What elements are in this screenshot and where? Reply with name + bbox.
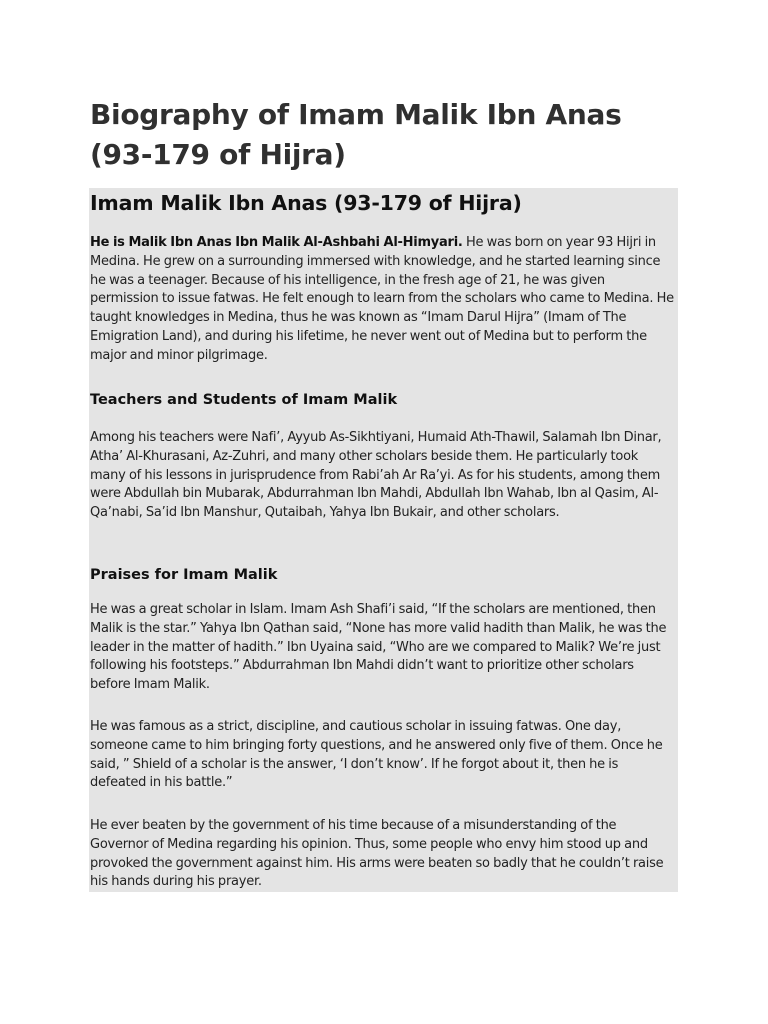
content-panel [89, 188, 678, 892]
intro-bold-lead: He is Malik Ibn Anas Ibn Malik Al-Ashbahi Al-Himyari. [90, 235, 463, 250]
intro-text: He was born on year 93 Hijri in Medina. He grew on a surrounding immersed with knowledge, and he started learning since he was a teenager. Because of his intelligence, in the fresh age of 21, he was given permission to issue fatwas. He felt enough to learn from the scholars who came to Medina. He taught knowledges in Medina, thus he was known as “Imam Darul Hijra” (Imam of The Emigration Land), and during his lifetime, he never went out of Medina but to perform the major and minor pilgrimage. [90, 235, 674, 363]
document-title: Biography of Imam Malik Ibn Anas (93-179 of Hijra) [90, 98, 622, 171]
intro-paragraph [90, 234, 676, 366]
praises-paragraph-2: He was famous as a strict, discipline, and cautious scholar in issuing fatwas. One day, someone came to him bringing forty questions, and he answered only five of them. Once he said, ” Shield of a scholar is the answer, ‘I don’t know’. If he forgot about it, then he is defeated in his battle.” [90, 719, 663, 791]
praises-heading: Praises for Imam Malik [90, 567, 278, 583]
teachers-heading: Teachers and Students of Imam Malik [90, 392, 398, 408]
praises-paragraph-3: He ever beaten by the government of his time because of a misunderstanding of the Governor of Medina regarding his opinion. Thus, some people who envy him stood up and provoked the government against him. His arms were beaten so badly that he couldn’t raise his hands during his prayer. [90, 818, 664, 890]
teachers-paragraph: Among his teachers were Nafi’, Ayyub As-Sikhtiyani, Humaid Ath-Thawil, Salamah Ibn Dinar, Atha’ Al-Khurasani, Az-Zuhri, and many other scholars beside them. He particularly took many of his lessons in jurisprudence from Rabi’ah Ar Ra’yi. As for his students, among them were Abdullah bin Mubarak, Abdurrahman Ibn Mahdi, Abdullah Ibn Wahab, Ibn al Qasim, Al-Qa’nabi, Sa’id Ibn Manshur, Qutaibah, Yahya Ibn Bukair, and other scholars. [90, 430, 662, 521]
praises-paragraph-1: He was a great scholar in Islam. Imam Ash Shafi’i said, “If the scholars are mentioned, then Malik is the star.” Yahya Ibn Qathan said, “None has more valid hadith than Malik, he was the leader in the matter of hadith.” Ibn Uyaina said, “Who are we compared to Malik? We’re just following his footsteps.” Abdurrahman Ibn Mahdi didn’t want to prioritize other scholars before Imam Malik. [90, 602, 667, 693]
section-heading: Imam Malik Ibn Anas (93-179 of Hijra) [90, 191, 522, 215]
